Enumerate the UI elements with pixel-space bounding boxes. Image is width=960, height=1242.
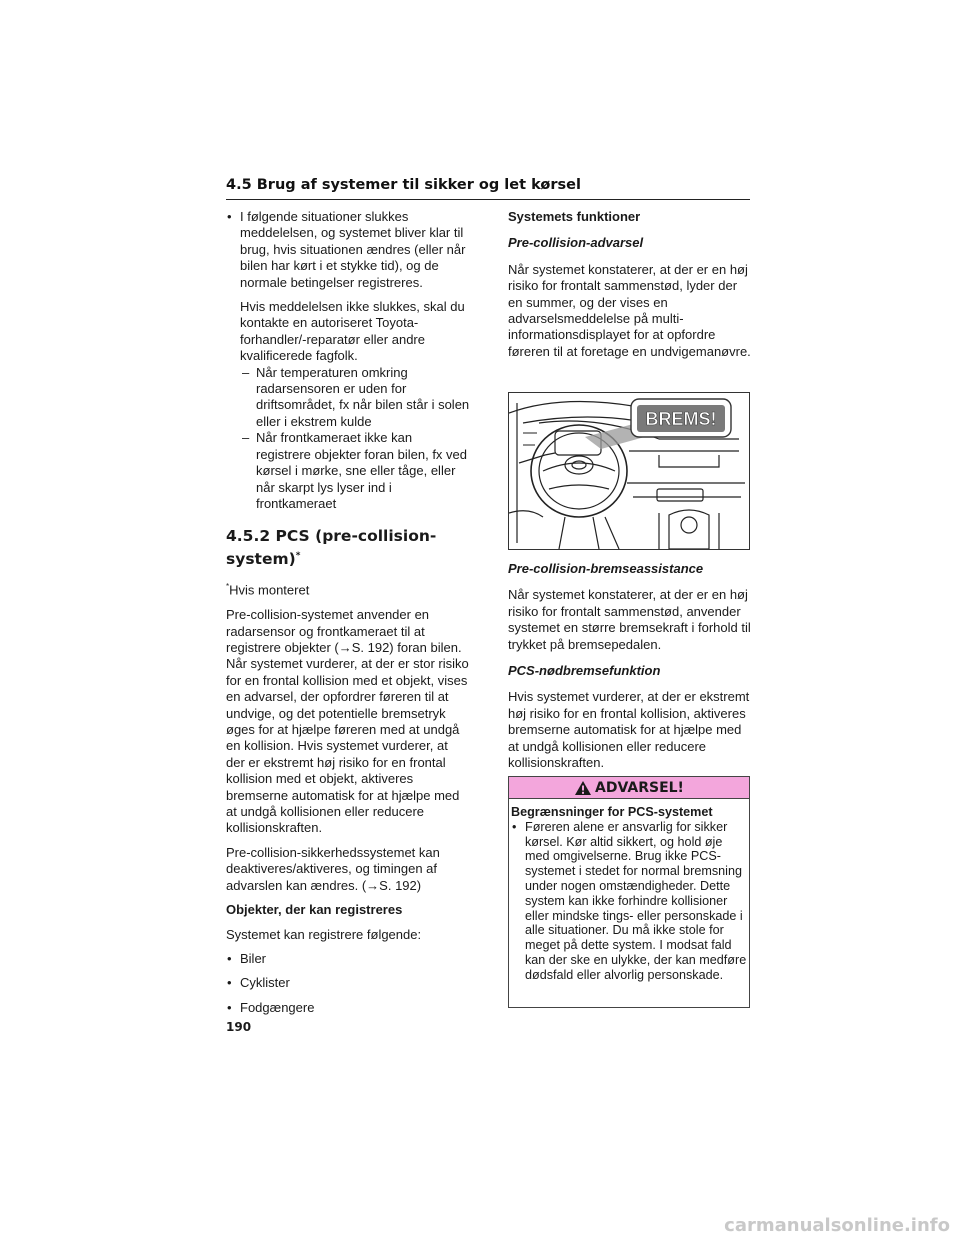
warning-title: ADVARSEL! (595, 779, 684, 796)
section-title: 4.5.2 PCS (pre-collision-system)* (226, 527, 437, 569)
dash-item-camera: – Når frontkameraet ikke kan registrere objekter foran bilen, fx ved kørsel i mørke, sne eller tåge, eller når skarpt lys lyser ind i frontkameraet (242, 430, 467, 511)
right-column (508, 209, 752, 360)
warning-box-heading: Begrænsninger for PCS-systemet (511, 805, 713, 819)
objects-intro: Systemet kan registrere følgende: (226, 926, 422, 942)
right-column-lower (508, 561, 752, 771)
warning-title-bar (509, 777, 749, 799)
dash-item-temperature: – Når temperaturen omkring radarsensoren er uden for driftsområdet, fx når bilen står i solen eller i ekstrem kulde (242, 364, 470, 429)
left-column (226, 209, 470, 1016)
warning-box (508, 776, 750, 1008)
emergency-subheading: PCS-nødbremsefunktion (508, 663, 661, 679)
list-item: • Fodgængere (227, 999, 315, 1015)
bullet-continuation: Hvis meddelelsen ikke slukkes, skal du kontakte en autoriseret Toyota-forhandler/-reparatør eller andre kvalificerede fagfolk. (240, 299, 465, 364)
warning-box-text: • Føreren alene er ansvarlig for sikker kørsel. Kør altid sikkert, og hold øje med omgivelserne. Brug ikke PCS-systemet i stedet for normal bremsning under nogen omstændigheder. Dette system kan ikke forhindre kollisioner eller mindske tings- eller personskade i alle situationer. Du må ikke stole for meget på dette system. I modsat fald kan der ske en ulykke, der kan medføre dødsfald eller alvorlig personskade. (512, 819, 747, 982)
section-header: 4.5 Brug af systemer til sikker og let kørsel (226, 177, 750, 200)
settings-paragraph: Pre-collision-sikkerhedssystemet kan deaktiveres/aktiveres, og timingen af advarslen kan ændres. (→S. 192) (226, 844, 440, 893)
watermark: carmanualsonline.info (724, 1215, 950, 1236)
objects-heading: Objekter, der kan registreres (226, 902, 403, 918)
intro-paragraph: Pre-collision-systemet anvender en radarsensor og frontkameraet til at registrere objekter (→S. 192) foran bilen. Når systemet vurderer, at der er stor risiko for en frontal kollision med et objekt, vises en advarsel, der opfordrer føreren til at undvige, og det potentielle bremsetryk øges for at hjælpe føreren med at undgå en kollision. Hvis systemet vurderer, at der er ekstremt høj risiko for en frontal kollision med et objekt, aktiveres bremserne automatisk for at hjælpe med at undgå kollisionen eller reducere kollisionskraften. (226, 607, 469, 836)
dashboard-drawing (509, 393, 749, 549)
warning-triangle-icon (574, 780, 592, 796)
brems-display-label: BREMS! (645, 409, 717, 429)
assist-subheading: Pre-collision-bremseassistance (508, 561, 704, 576)
functions-heading: Systemets funktioner (508, 209, 641, 224)
warning-subheading: Pre-collision-advarsel (508, 235, 644, 251)
assist-paragraph: Når systemet konstaterer, at der er en høj risiko for frontalt sammenstød, anvender systemet en større bremsekraft i forhold til trykket på bremsepedalen. (508, 587, 751, 652)
footnote: *Hvis monteret (226, 582, 310, 598)
bullet-situations: • I følgende situationer slukkes meddelelsen, og systemet bliver klar til brug, hvis situationen ændres (eller når bilen har kørt i et stykke tid), og de normale betingelser registreres. (227, 209, 466, 290)
emergency-paragraph: Hvis systemet vurderer, at der er ekstremt høj risiko for en frontal kollision, aktiveres bremserne automatisk for at hjælpe med at undgå kollisionen eller reducere kollisionskraften. (508, 689, 750, 771)
dashboard-illustration (508, 392, 750, 550)
warning-paragraph: Når systemet konstaterer, at der er en høj risiko for frontalt sammenstød, lyder der en summer, og der vises en advarselsmeddelelse på multi-informationsdisplayet for at opfordre føreren til at foretage en undvigemanøvre. (508, 261, 751, 359)
list-item: • Biler (227, 950, 267, 966)
page-number: 190 (226, 1020, 252, 1034)
list-item: • Cyklister (227, 975, 290, 991)
